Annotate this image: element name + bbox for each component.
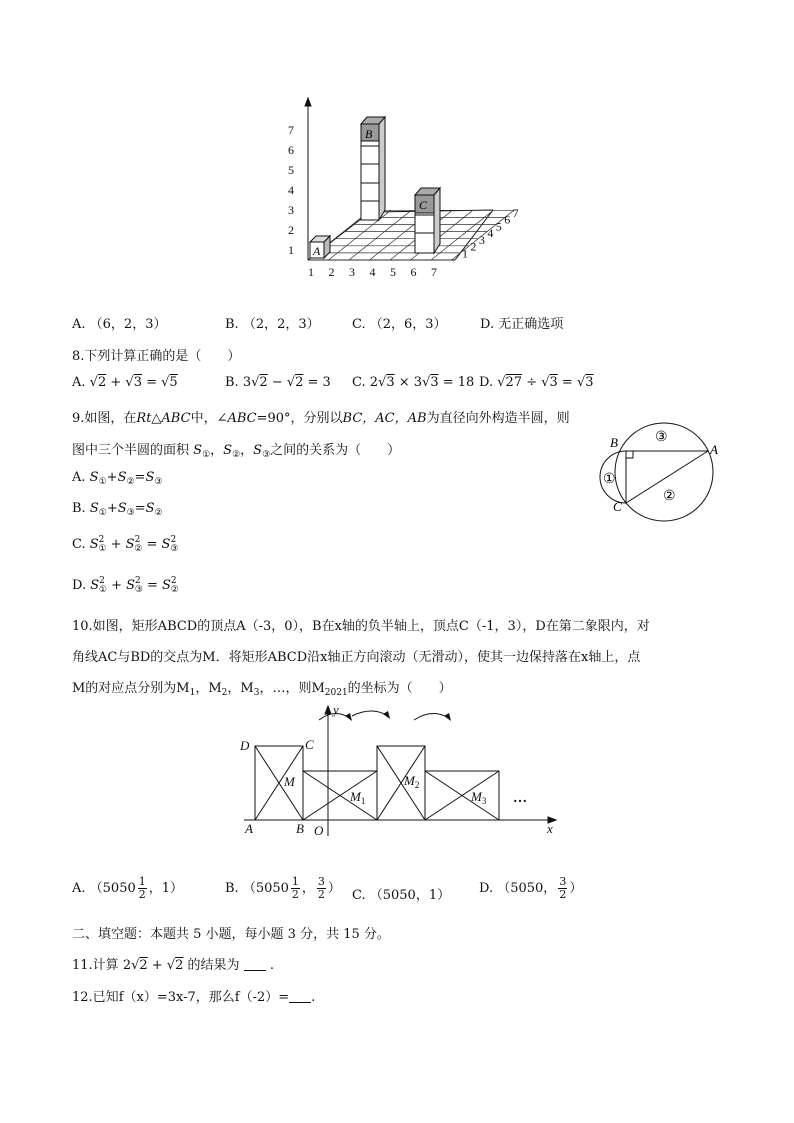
label-a: A — [313, 244, 321, 258]
q7-option-d[interactable]: D. 无正确选项 — [480, 317, 564, 332]
y-tick-label: 4 — [288, 183, 294, 197]
q9-option-a[interactable]: A. $S_①+S_②=S_③$ — [72, 470, 163, 487]
q8-stem: 8.下列计算正确的是（ ） — [72, 349, 241, 364]
label-c: C — [305, 737, 314, 752]
z-tick-label: 6 — [504, 212, 511, 227]
x-tick-label: 6 — [410, 265, 417, 279]
label-circle-2: ② — [663, 489, 676, 504]
label-o: O — [314, 823, 324, 838]
label-x: x — [547, 821, 553, 836]
q8-option-a[interactable]: A. √2 + √3 = √5 — [72, 375, 178, 390]
label-m2: $M_2$ — [404, 773, 420, 790]
y-tick-label: 7 — [288, 123, 294, 137]
q8-option-d[interactable]: D. √27 ÷ √3 = √3 — [479, 375, 594, 390]
section-2-heading: 二、填空题：本题共 5 小题，每小题 3 分，共 15 分。 — [72, 927, 390, 942]
label-c: C — [613, 499, 622, 514]
q8-option-b[interactable]: B. 3√2 − √2 = 3 — [225, 375, 331, 390]
y-tick-label: 3 — [288, 203, 294, 217]
label-m: M — [284, 774, 295, 789]
y-tick-label: 5 — [288, 163, 294, 177]
q10-option-a[interactable]: A. （5050 $\frac{1}{2}$ ，1） — [72, 875, 184, 901]
q9-line1: 9.如图，在Rt△ABC中，∠ABC=90°，分别以BC，AC，AB为直径向外构造半圆，则 — [72, 411, 570, 426]
q9-line2: 图中三个半圆的面积 $S_①$，$S_②$，$S_③$之间的关系为（ ） — [72, 443, 401, 460]
q7-option-a[interactable]: A. （6，2，3） — [72, 317, 167, 332]
q8-option-c[interactable]: C. 2√3 × 3√3 = 18 — [352, 375, 475, 390]
answer-blank[interactable] — [289, 990, 311, 1003]
z-tick-label: 4 — [487, 226, 494, 241]
label-c: C — [419, 198, 428, 212]
q10-line3: M的对应点分别为$M_1$，$M_2$，$M_3$，…，则$M_{2021}$的坐标为（ ） — [72, 681, 452, 698]
q10-option-b[interactable]: B. （5050 $\frac{1}{2}$ ， $\frac{3}{2}$ ） — [225, 875, 341, 901]
label-y: y — [333, 702, 339, 717]
label-d: D — [240, 738, 250, 753]
z-tick-label: 5 — [495, 219, 502, 234]
label-b: B — [610, 435, 618, 450]
q9-semicircles-figure — [596, 412, 726, 532]
grid-line — [329, 210, 391, 260]
q10-line1: 10.如图，矩形ABCD的顶点A（-3，0），B在x轴的负半轴上，顶点C（-1，3），D在第二象限内，对 — [72, 619, 650, 634]
q10-rolling-rectangle-figure — [234, 702, 564, 842]
y-tick-label: 6 — [288, 143, 294, 157]
x-tick-label: 2 — [328, 265, 335, 279]
x-tick-label: 5 — [390, 265, 396, 279]
label-b: B — [296, 821, 304, 836]
z-tick-label: 7 — [512, 205, 519, 220]
z-tick-label: 3 — [478, 232, 485, 247]
q10-option-c[interactable]: C. （5050，1） — [352, 888, 451, 903]
q12: 12.已知f（x）=3x-7，那么f（-2）= . — [72, 990, 316, 1005]
label-b: B — [365, 127, 373, 141]
q7-option-c[interactable]: C. （2，6，3） — [352, 317, 447, 332]
q7-option-b[interactable]: B. （2，2，3） — [225, 317, 320, 332]
answer-blank[interactable] — [244, 958, 266, 971]
q10-line2: 角线AC与BD的交点为M．将矩形ABCD沿x轴正方向滚动（无滑动），使其一边保持落在x轴上，点 — [72, 650, 641, 665]
ellipsis: … — [513, 791, 527, 806]
x-tick-label: 7 — [431, 265, 437, 279]
q9-option-d[interactable]: D. $S^2_① + S^2_③ = S^2_②$ — [72, 576, 179, 595]
y-tick-label: 1 — [288, 243, 294, 257]
q9-option-b[interactable]: B. $S_①+S_③=S_②$ — [72, 501, 163, 518]
y-tick-label: 2 — [288, 223, 294, 237]
x-tick-label: 1 — [308, 265, 314, 279]
label-m1: $M_1$ — [350, 789, 366, 806]
label-circle-1: ① — [603, 472, 616, 487]
q10-option-d[interactable]: D. （5050， $\frac{3}{2}$ ） — [479, 875, 583, 901]
q11: 11.计算 2√2 + √2 的结果为 . — [72, 958, 274, 973]
label-a: A — [245, 821, 253, 836]
q9-option-c[interactable]: C. $S^2_① + S^2_② = S^2_③$ — [72, 535, 179, 554]
z-tick-label: 2 — [470, 239, 477, 254]
label-m3: $M_3$ — [471, 789, 487, 806]
x-tick-label: 3 — [349, 265, 355, 279]
label-a: A — [710, 442, 718, 457]
x-tick-label: 4 — [369, 265, 376, 279]
q7-3d-figure — [280, 92, 520, 287]
z-tick-label: 1 — [461, 246, 468, 261]
label-circle-3: ③ — [655, 430, 668, 445]
